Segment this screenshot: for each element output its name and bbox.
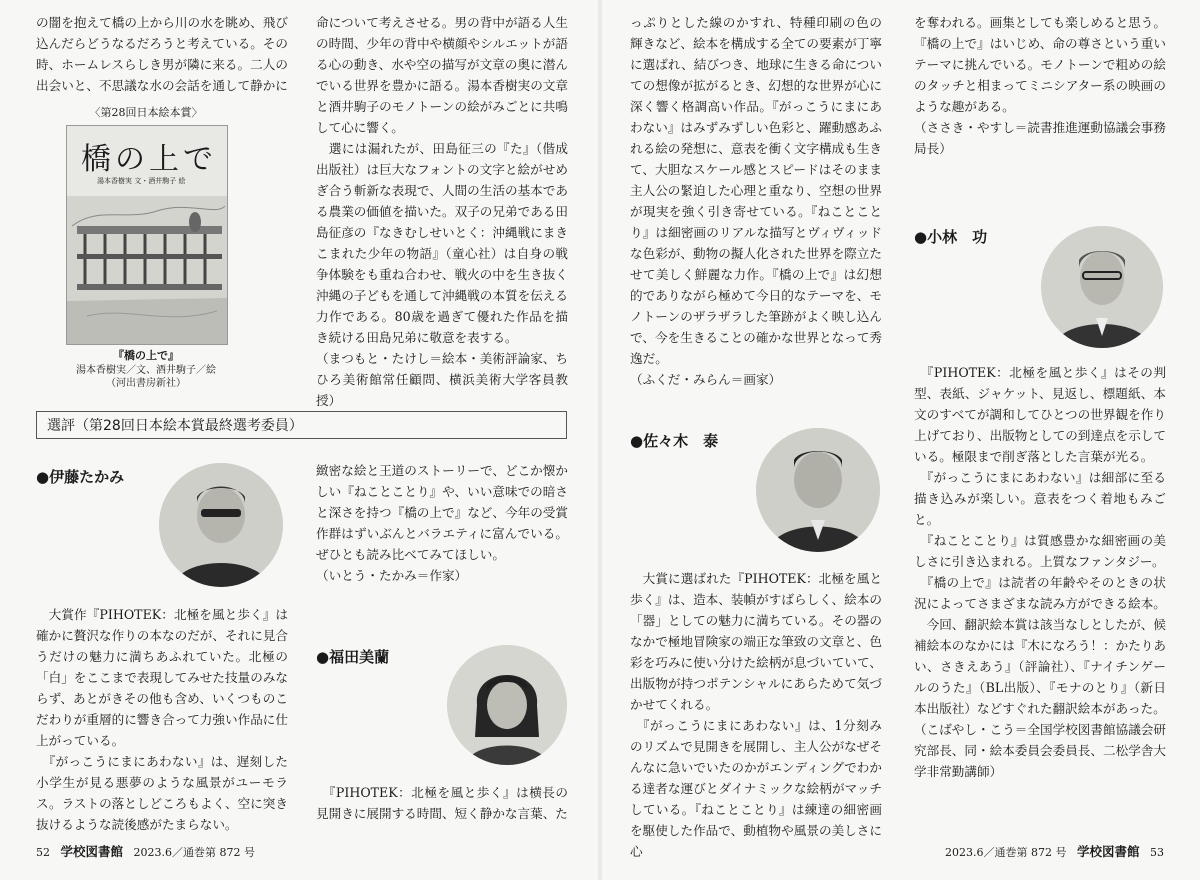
page-number-right: 53 bbox=[1150, 846, 1164, 859]
award-label: 〈第28回日本絵本賞〉 bbox=[89, 106, 203, 119]
magazine-title-right: 学校図書館 bbox=[1076, 844, 1140, 859]
issue-info-right: 2023.6／通巻第 872 号 bbox=[945, 846, 1067, 859]
footer-left bbox=[36, 842, 255, 860]
cover-title: 橋の上で bbox=[81, 142, 217, 177]
reviewer-photo-fukuda bbox=[447, 645, 567, 765]
review-text-sasaki: 大賞に選ばれた『PIHOTEK：北極を風と歩く』は、造本、装幀がすばらしく、絵本の「器」としての魅力に満ちている。その器のなかで極地冒険家の端正な筆致の文章と、色彩を巧みに使い分けた絵柄が息づいていて、出版物が持つポテンシャルにあらためて気づかせてくれる。 『がっこうにまにあわない』は、1分刻みのリズムで見開きを展開し、主人公がなぜそんなに急いでいたのかがエンディングでわかる達者な運びとダイナミックな絵柄がマッチしている。『ねことことり』は練達の細密画を駆使した作品で、動植物や風景の美しさに心 bbox=[630, 571, 882, 859]
reviewer-name-ito: ●伊藤たかみ bbox=[36, 468, 125, 486]
review-text-kobayashi: 『PIHOTEK：北極を風と歩く』はその判型、表紙、ジャケット、見返し、標題紙、本文のすべてが調和してひとつの世界観を作り上げており、出版物としての到達点を示している。極限まで削ぎ落とした言葉が光る。 『がっこうにまにあわない』は細部に至る描き込みが楽しい。意表をつく着地もみごと。 『ねことことり』は質感豊かな細密画の美しさに引き込まれる。上質なファンタジー。 『橋の上で』は読者の年齢やそのときの状況によってさまざまな読み方ができる絵本。 今回、翻訳絵本賞は該当なしとしたが、候補絵本のなかには『木になろう！：かたりあい、さきえあう』（評論社）、『ナイチンゲールのうた』（BL出版）、『モナのとり』（新日本出版社）などすぐれた翻訳絵本があった。 （こばやし・こう＝全国学校図書館協議会研究部長、同・絵本委員会委員長、二松学舎大学非常勤講師） bbox=[914, 365, 1166, 779]
review-text-fukuda: 『PIHOTEK：北極を風と歩く』は横長の見開きに展開する時間、短く静かな言葉、た bbox=[316, 785, 568, 821]
caption-credit: 湯本香樹実／文、酒井駒子／絵 bbox=[76, 365, 216, 376]
section-header: 選評（第28回日本絵本賞最終選考委員） bbox=[36, 411, 567, 439]
magazine-title-left: 学校図書館 bbox=[60, 844, 124, 859]
reviewer-photo-sasaki bbox=[756, 428, 880, 552]
book-cover-image bbox=[66, 125, 228, 345]
caption-title: 『橋の上で』 bbox=[113, 349, 179, 362]
footer-right bbox=[945, 842, 1164, 860]
column-4-top-text: を奪われる。画集としても楽しめると思う。『橋の上で』はいじめ、命の尊さという重いテーマに挑んでいる。モノトーンで粗めの絵のタッチと相まってミニシアター系の映画のような趣がある。 （ささき・やすし＝読書推進運動協議会事務局長） bbox=[914, 15, 1166, 156]
caption-publisher: （河出書房新社） bbox=[106, 378, 186, 389]
review-text-ito: 大賞作『PIHOTEK：北極を風と歩く』は確かに贅沢な作りの本なのだが、それに見合うだけの魅力に満ちあふれていた。北極の「白」をここまで表現してみせた技量のみならず、あとがきその他も含め、いくつものこだわりが重層的に響き合って力強い作品に仕上がっている。 『がっこうにまにあわない』は、遅刻した小学生が見る悪夢のような風景がユーモラス。ラストの落としどころもよく、空に突き抜けるような読後感がたまらない。 bbox=[36, 607, 288, 832]
portrait-icon bbox=[756, 428, 880, 552]
reviewer-name-fukuda: ●福田美蘭 bbox=[316, 648, 390, 666]
page-gutter bbox=[598, 0, 602, 880]
review-text-ito-cont: 緻密な絵と王道のストーリーで、どこか懐かしい『ねことことり』や、いい意味での暗さと深さを持つ『橋の上で』など、今年の受賞作群はずいぶんとバラエティに富んでいる。ぜひとも読み比べてみてほしい。 （いとう・たかみ＝作家） bbox=[316, 463, 568, 583]
column-2-top-text: 命について考えさせる。男の背中が語る人生の時間、少年の背中や横顔やシルエットが語る心の動き、水や空の描写が文章の奥に潜んでいる世界を豊かに語る。湯本香樹実の文章と酒井駒子のモノトーンの絵がみごとに共鳴して心に響く。 選には漏れたが、田島征三の『た』（偕成出版社）は巨大なフォントの文字と絵がせめぎ合う斬新な表現で、人間の生活の基本である農業の価値を描いた。双子の兄弟である田島征彦の『なきむしせいとく：沖縄戦にまきこまれた少年の物語』（童心社）は自身の戦争体験をも重ね合わせ、戦火の中を生き抜く沖縄の子どもを通して沖縄戦の本質を伝える力作である。80歳を過ぎて優れた作品を描き続ける田島兄弟に敬意を表する。 （まつもと・たけし＝絵本・美術評論家、ちひろ美術館常任顧問、横浜美術大学客員教授） bbox=[316, 15, 568, 408]
portrait-icon bbox=[1041, 226, 1163, 348]
cover-illustration bbox=[67, 126, 227, 344]
cover-authors: 湯本香樹実 文・酒井駒子 絵 bbox=[97, 177, 186, 185]
column-1-top-text: の闇を抱えて橋の上から川の水を眺め、飛び込んだらどうなるだろうと考えている。その時、ホームレスらしき男が隣に来る。二人の出会いと、不思議な水の会話を通して静かに bbox=[36, 15, 288, 93]
reviewer-photo-ito bbox=[159, 463, 283, 587]
reviewer-photo-kobayashi bbox=[1041, 226, 1163, 348]
page-number-left: 52 bbox=[36, 846, 50, 859]
reviewer-name-kobayashi: ●小林 功 bbox=[914, 228, 988, 246]
portrait-icon bbox=[447, 645, 567, 765]
portrait-icon bbox=[159, 463, 283, 587]
column-3-top-text: っぷりとした線のかすれ、特種印刷の色の輝きなど、絵本を構成する全ての要素が丁寧に選ばれ、結びつき、地球に生きる命についての想像が拡がるとき、幻想的な世界が心に深く響く格調高い作品。『がっこうにまにあわない』はみずみずしい色彩と、躍動感あふれる絵の発想に、意表を衝く文字構成も生きて、大胆なスケール感とスピードはそのまま主人公の緊迫した心理と重なり、空想の世界が現実を強く引き寄せている。『ねことことり』は細密画のリアルな描写とヴィヴィッドな色彩が、動物の擬人化された世界を際立たせて美しく鮮麗な力作。『橋の上で』は幻想的でありながら極めて今日的なテーマを、モノトーンのザラザラした筆跡がよく映し込んで、今を生きることの確かな世界となって秀逸だ。 （ふくだ・みらん＝画家） bbox=[630, 15, 882, 387]
reviewer-name-sasaki: ●佐々木 泰 bbox=[630, 432, 719, 450]
issue-info-left: 2023.6／通巻第 872 号 bbox=[133, 846, 255, 859]
